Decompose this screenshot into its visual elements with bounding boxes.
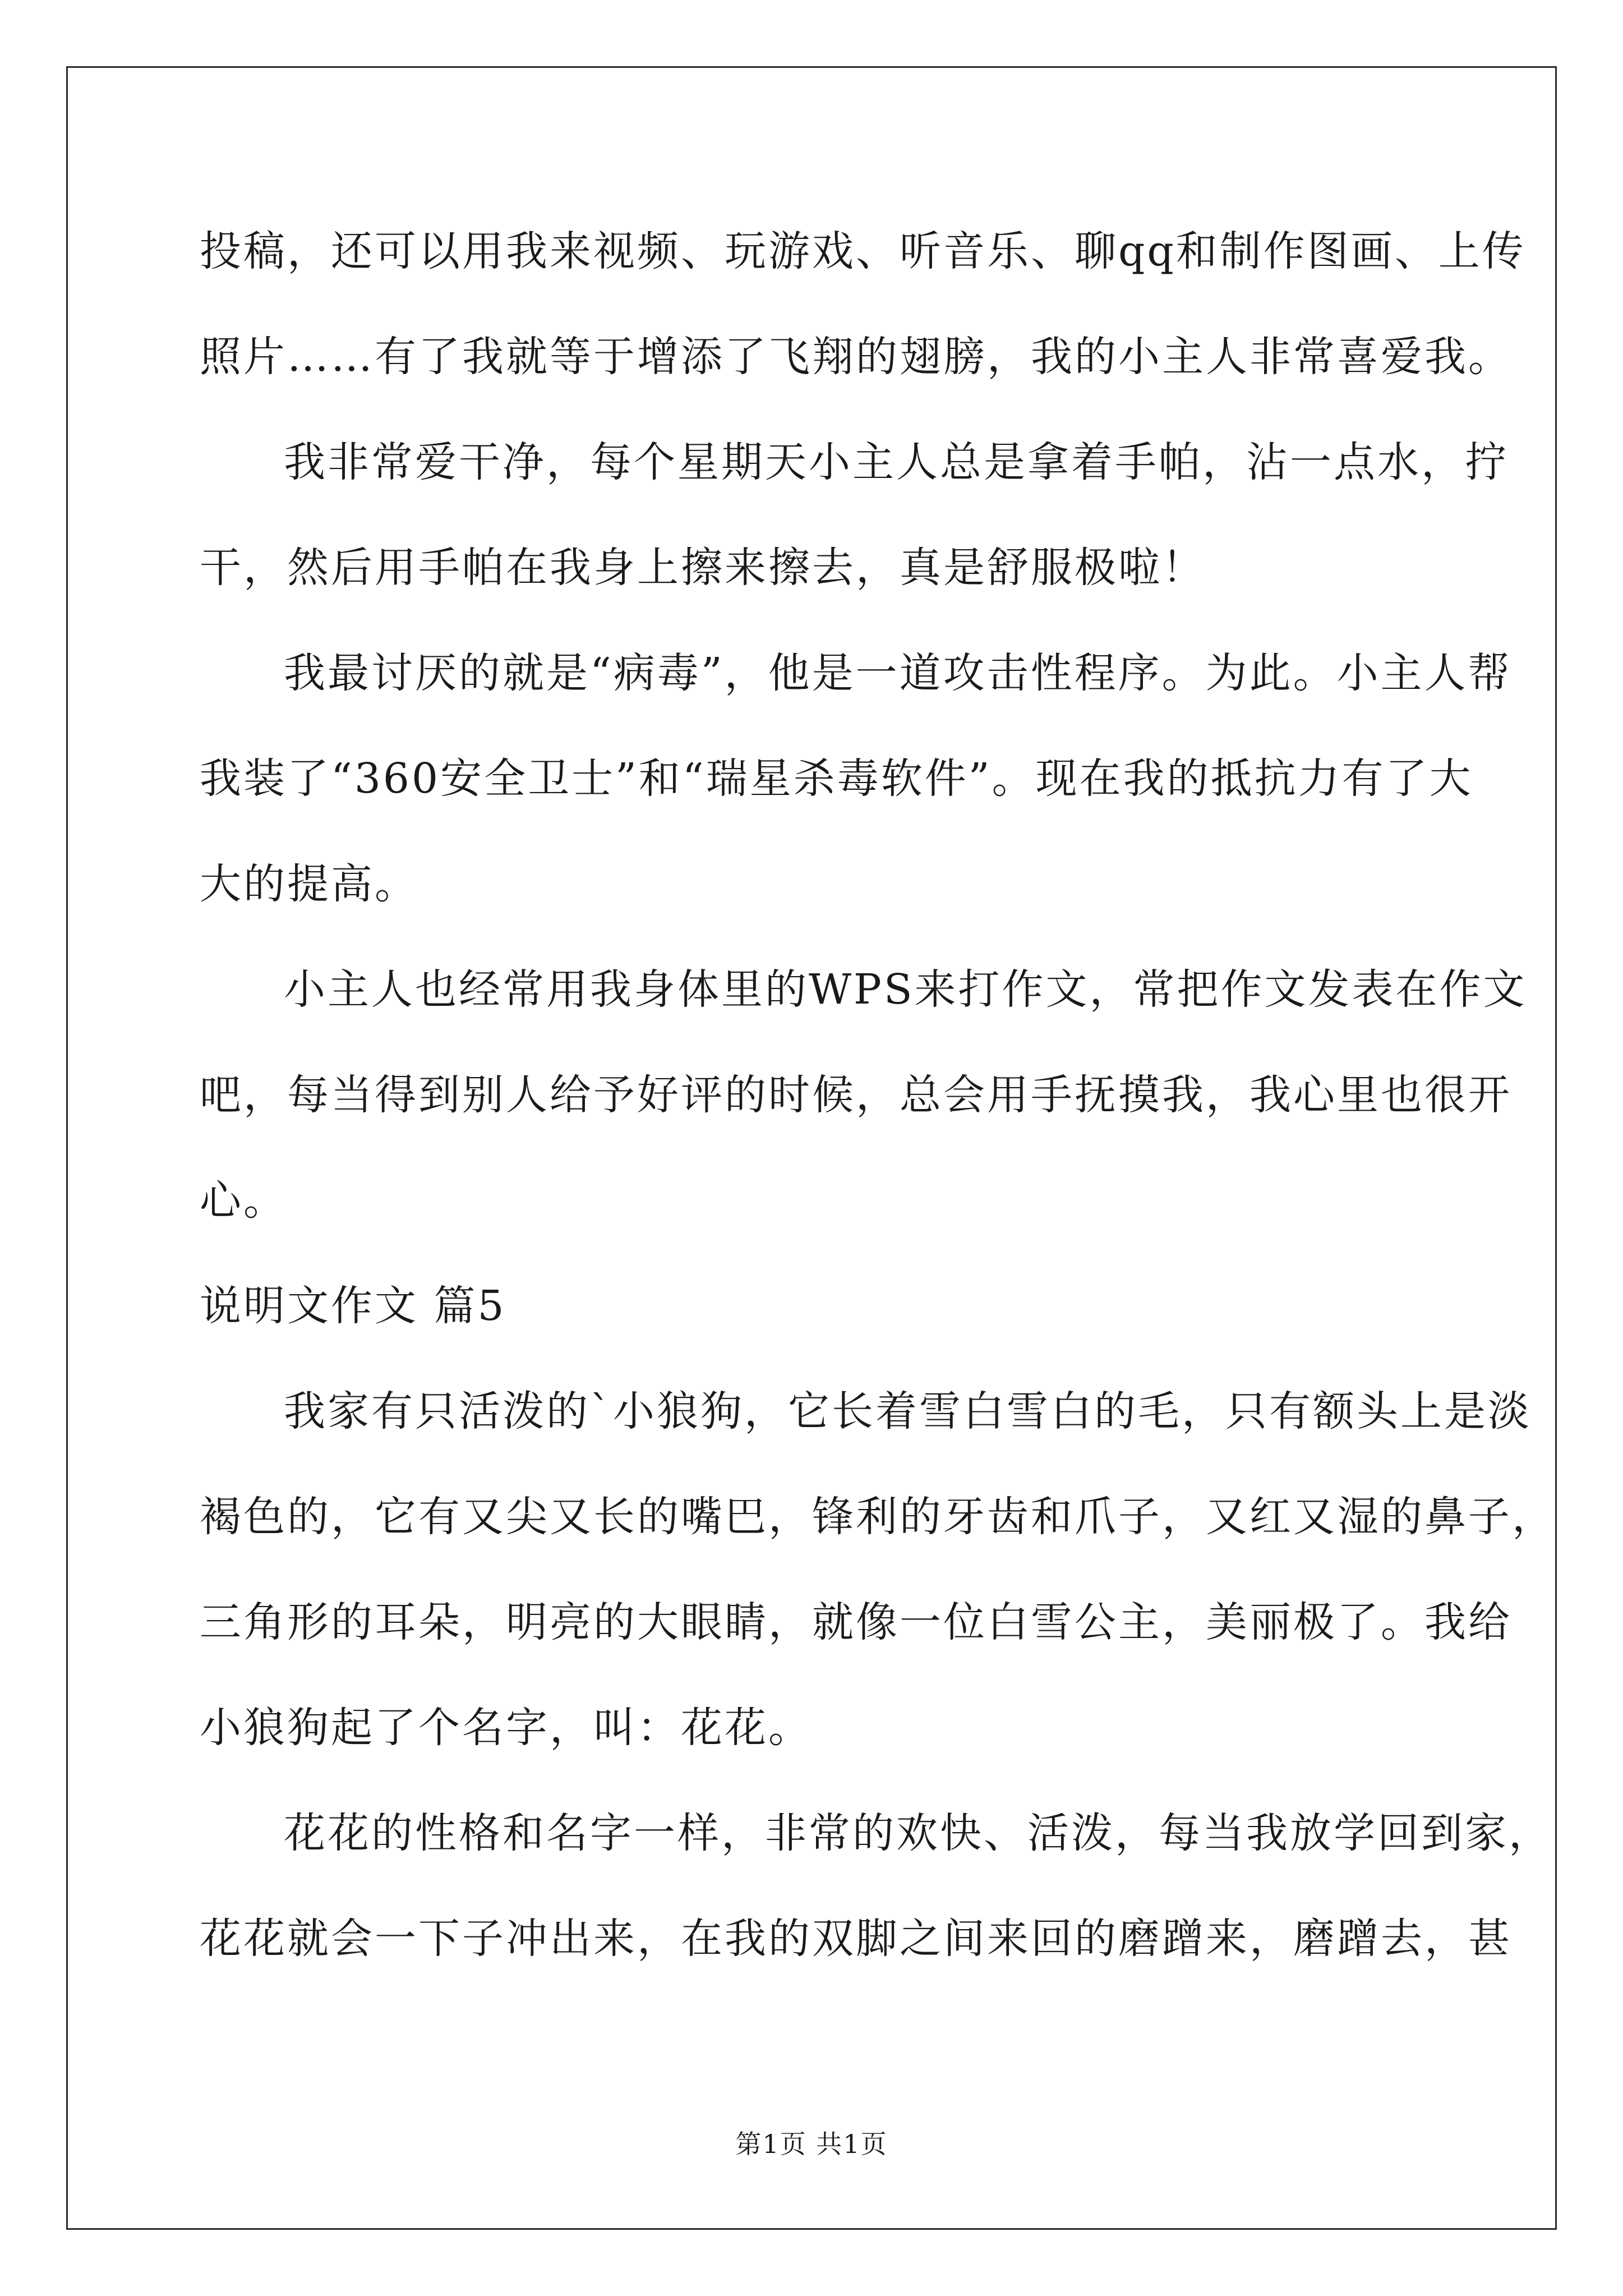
text-line: 吧，每当得到别人给予好评的时候，总会用手抚摸我，我心里也很开 bbox=[200, 1071, 1512, 1119]
paragraph-start: 小主人也经常用我身体里的WPS来打作文，常把作文发表在作文 bbox=[284, 965, 1527, 1014]
text-line: 我装了“360安全卫士”和“瑞星杀毒软件”。现在我的抵抗力有了大 bbox=[200, 754, 1473, 803]
text-line: 大的提高。 bbox=[200, 860, 418, 908]
page-number-footer: 第1页 共1页 bbox=[735, 2129, 888, 2159]
text-line: 心。 bbox=[200, 1176, 287, 1225]
paragraph-start: 我家有只活泼的`小狼狗，它长着雪白雪白的毛，只有额头上是淡 bbox=[284, 1387, 1532, 1435]
text-line: 干，然后用手帕在我身上擦来擦去，真是舒服极啦！ bbox=[200, 544, 1206, 592]
text-line: 投稿，还可以用我来视频、玩游戏、听音乐、聊qq和制作图画、上传 bbox=[200, 227, 1526, 275]
paragraph-start: 我非常爱干净，每个星期天小主人总是拿着手帕，沾一点水，拧 bbox=[284, 438, 1509, 486]
text-line: 照片……有了我就等于增添了飞翔的翅膀，我的小主人非常喜爱我。 bbox=[200, 333, 1512, 381]
text-line: 花花就会一下子冲出来，在我的双脚之间来回的磨蹭来，磨蹭去，甚 bbox=[200, 1915, 1512, 1963]
section-heading: 说明文作文 篇5 bbox=[200, 1282, 506, 1330]
text-line: 三角形的耳朵，明亮的大眼睛，就像一位白雪公主，美丽极了。我给 bbox=[200, 1598, 1512, 1646]
text-line: 褐色的，它有又尖又长的嘴巴，锋利的牙齿和爪子，又红又湿的鼻子， bbox=[200, 1493, 1556, 1541]
text-line: 小狼狗起了个名字，叫：花花。 bbox=[200, 1704, 812, 1752]
paragraph-start: 花花的性格和名字一样，非常的欢快、活泼，每当我放学回到家， bbox=[284, 1809, 1552, 1857]
paragraph-start: 我最讨厌的就是“病毒”，他是一道攻击性程序。为此。小主人帮 bbox=[284, 649, 1512, 697]
